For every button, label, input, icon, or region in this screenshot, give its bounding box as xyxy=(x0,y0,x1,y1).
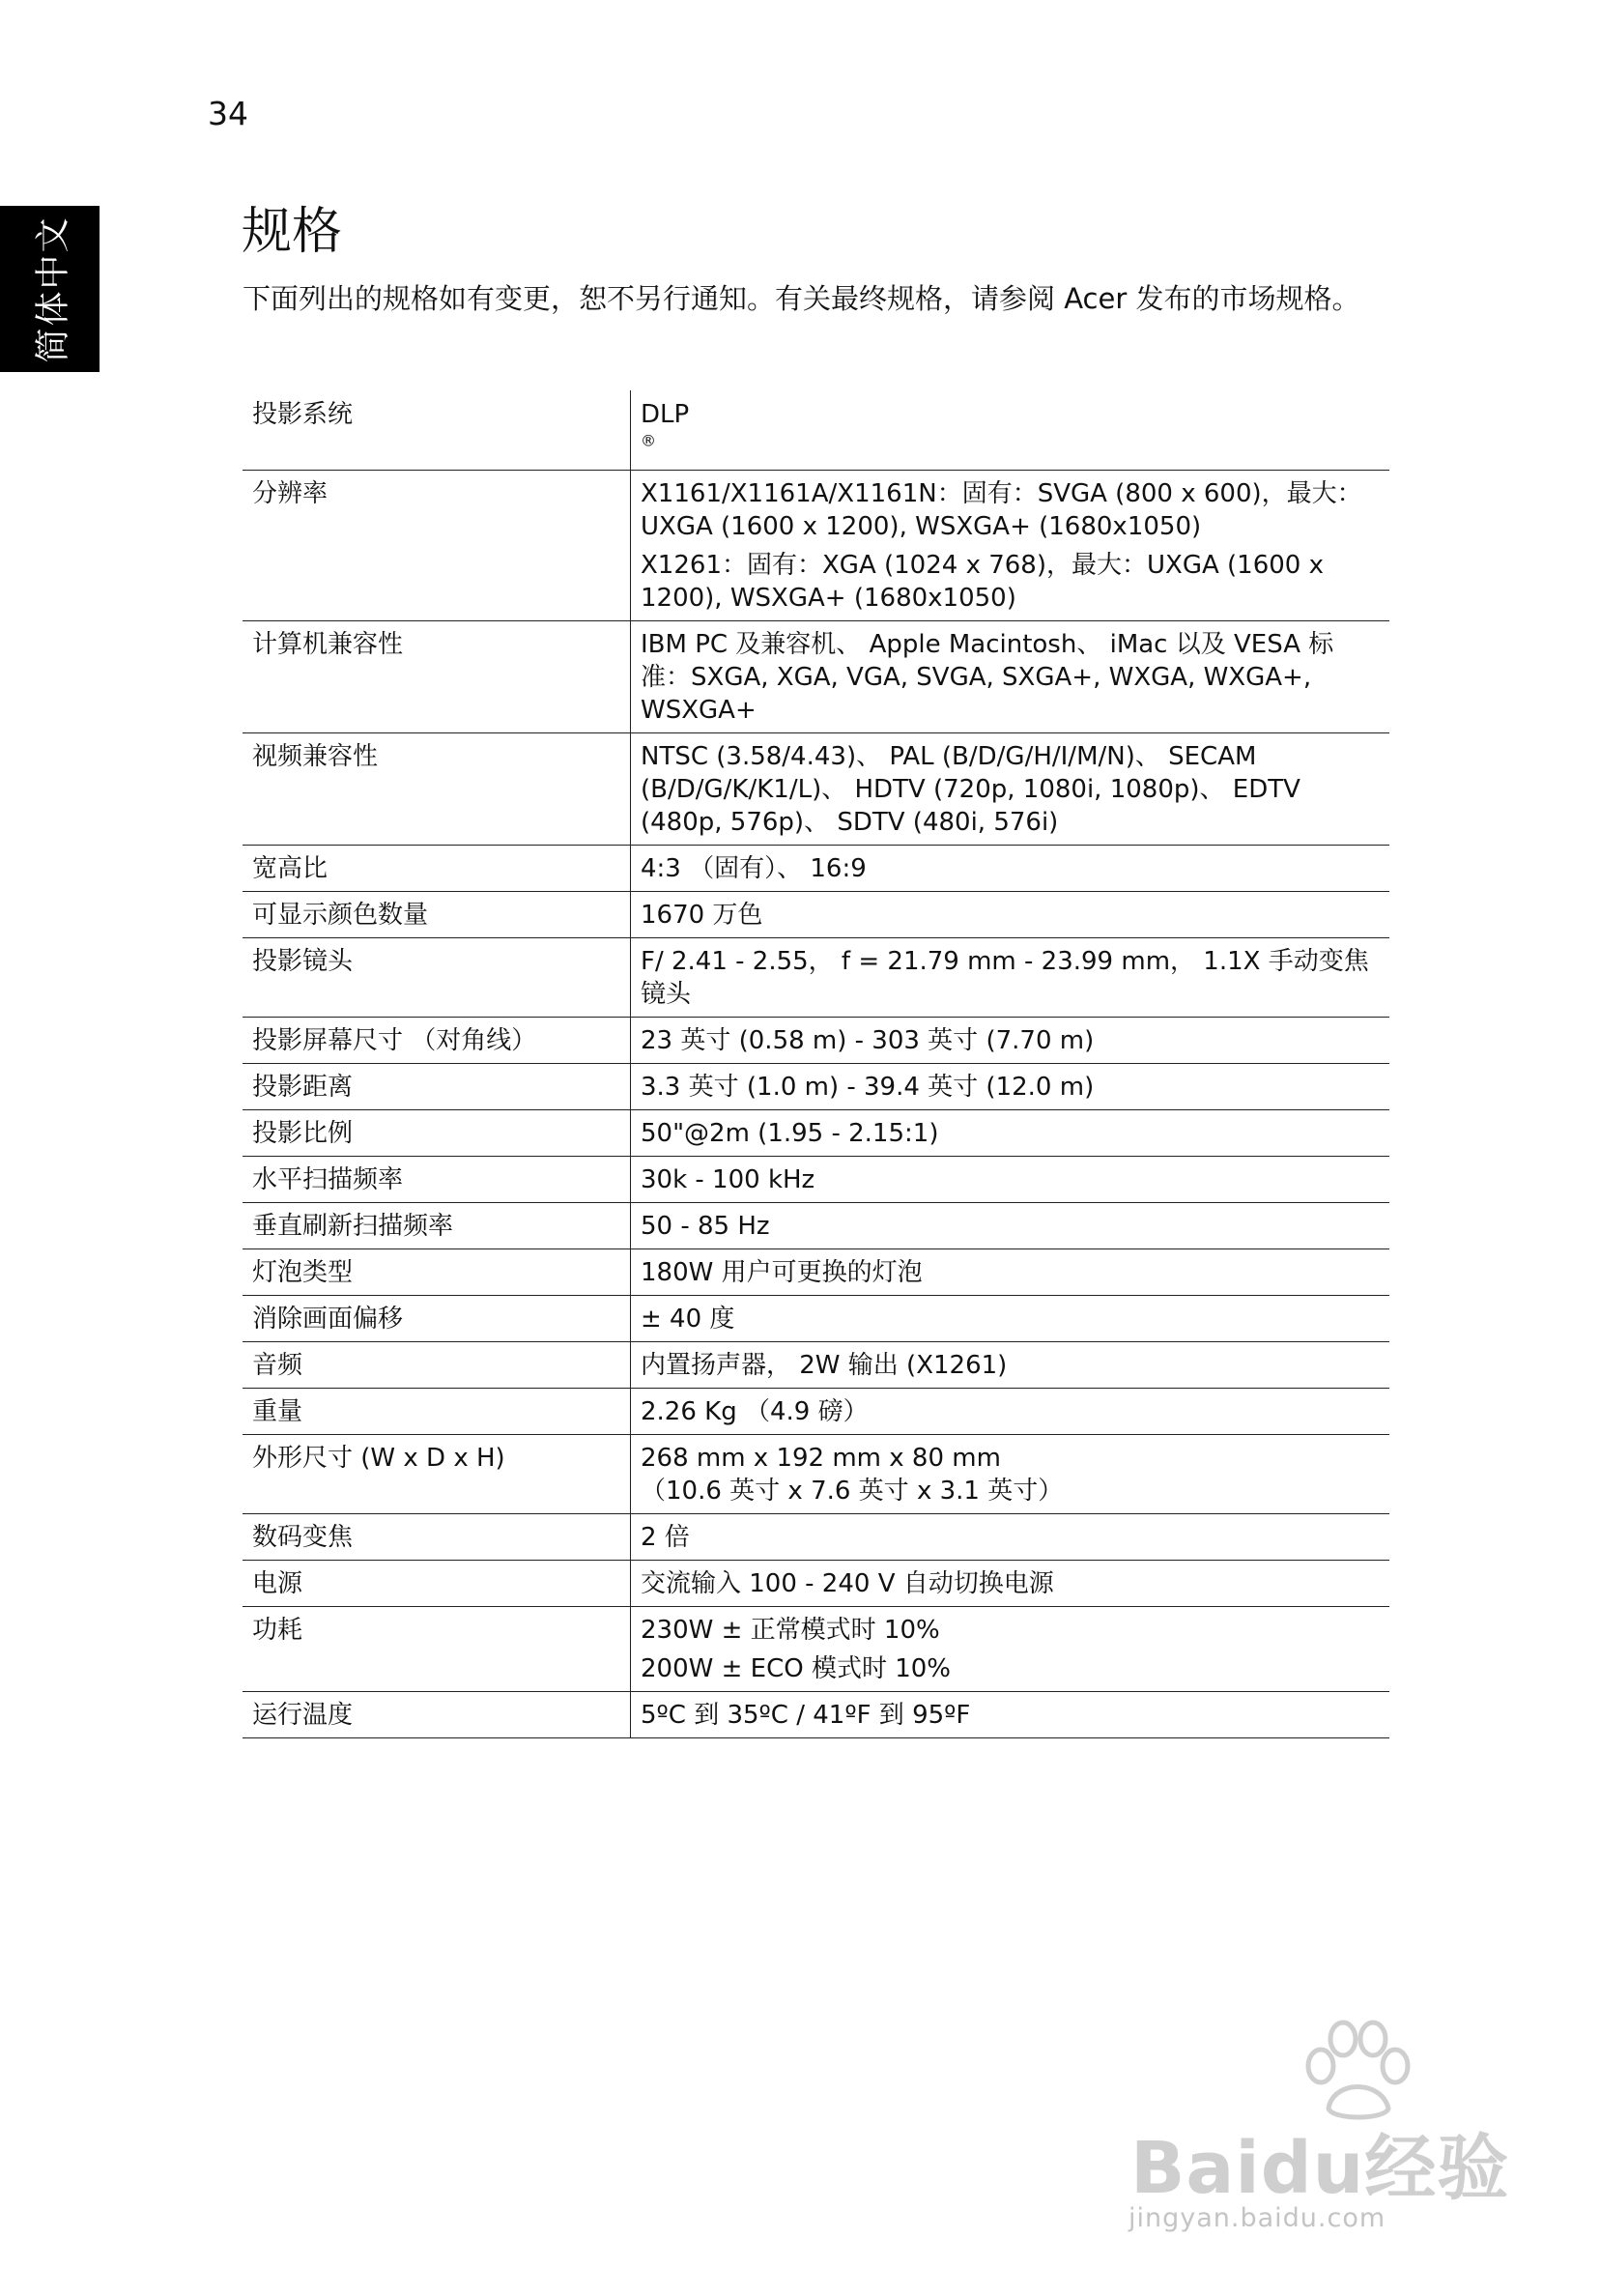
spec-label: 消除画面偏移 xyxy=(243,1296,631,1342)
spec-value xyxy=(631,1249,1390,1296)
spec-label: 宽高比 xyxy=(243,846,631,892)
spec-value xyxy=(631,846,1390,892)
spec-value-line: 50"@2m (1.95 - 2.15:1) xyxy=(641,1119,939,1148)
spec-row xyxy=(243,1561,1389,1607)
spec-label: 垂直刷新扫描频率 xyxy=(243,1203,631,1249)
spec-value-line: 200W ± ECO 模式时 10% xyxy=(641,1654,952,1683)
spec-row xyxy=(243,1342,1389,1389)
spec-label: 音频 xyxy=(243,1342,631,1389)
paw-icon xyxy=(1300,2020,1415,2126)
spec-row xyxy=(243,892,1389,938)
spec-value-line: 2 倍 xyxy=(641,1523,690,1552)
spec-value xyxy=(631,1561,1390,1607)
spec-value-line: 230W ± 正常模式时 10% xyxy=(641,1616,940,1645)
spec-row xyxy=(243,1692,1389,1738)
spec-value-line: DLP xyxy=(641,400,690,429)
spec-label: 数码变焦 xyxy=(243,1514,631,1561)
spec-value xyxy=(631,1110,1390,1157)
spec-value xyxy=(631,1692,1390,1738)
spec-value-line: 内置扬声器， 2W 输出 (X1261) xyxy=(641,1351,1008,1380)
spec-value-line: 交流输入 100 - 240 V 自动切换电源 xyxy=(641,1569,1054,1598)
spec-value-line: NTSC (3.58/4.43)、 PAL (B/D/G/H/I/M/N)、 SECAM (B/D/G/K/K1/L)、 HDTV (720p, 1080i, 1080p)、 EDTV (480p, 576p)、 SDTV (480i, 576i) xyxy=(641,742,1300,837)
spec-table-body xyxy=(243,390,1389,1738)
spec-row xyxy=(243,1064,1389,1110)
spec-value xyxy=(631,471,1390,621)
spec-value-line: X1261：固有：XGA (1024 x 768)，最大：UXGA (1600 x 1200), WSXGA+ (1680x1050) xyxy=(641,551,1324,613)
spec-table xyxy=(243,390,1389,1738)
spec-value-line: 180W 用户可更换的灯泡 xyxy=(641,1258,923,1287)
spec-row xyxy=(243,471,1389,621)
watermark-logo-text: Baidu经验 xyxy=(1130,2127,1510,2210)
spec-row xyxy=(243,846,1389,892)
spec-label: 分辨率 xyxy=(243,471,631,621)
spec-value-line: IBM PC 及兼容机、 Apple Macintosh、 iMac 以及 VESA 标准：SXGA, XGA, VGA, SVGA, SXGA+, WXGA, WXGA+, WSXGA+ xyxy=(641,630,1334,725)
spec-row xyxy=(243,1389,1389,1435)
spec-value-line: X1161/X1161A/X1161N：固有：SVGA (800 x 600)，最大：UXGA (1600 x 1200), WSXGA+ (1680x1050) xyxy=(641,479,1362,541)
spec-label: 灯泡类型 xyxy=(243,1249,631,1296)
spec-label: 视频兼容性 xyxy=(243,733,631,846)
spec-row xyxy=(243,1157,1389,1203)
spec-value xyxy=(631,1064,1390,1110)
spec-value-line: 4:3 （固有）、 16:9 xyxy=(641,854,867,883)
spec-row xyxy=(243,1018,1389,1064)
spec-value-line: 5ºC 到 35ºC / 41ºF 到 95ºF xyxy=(641,1701,971,1730)
spec-value xyxy=(631,938,1390,1018)
spec-value xyxy=(631,733,1390,846)
spec-label: 可显示颜色数量 xyxy=(243,892,631,938)
spec-value xyxy=(631,621,1390,733)
page-number: 34 xyxy=(208,95,248,132)
spec-label: 功耗 xyxy=(243,1607,631,1692)
spec-value-line: F/ 2.41 - 2.55， f = 21.79 mm - 23.99 mm， 1.1X 手动变焦镜头 xyxy=(641,947,1369,1009)
spec-row xyxy=(243,938,1389,1018)
spec-value xyxy=(631,1157,1390,1203)
spec-value-line: ± 40 度 xyxy=(641,1305,735,1334)
spec-label: 投影比例 xyxy=(243,1110,631,1157)
intro-paragraph: 下面列出的规格如有变更，恕不另行通知。有关最终规格，请参阅 Acer 发布的市场规格。 xyxy=(243,282,1360,315)
spec-value-line: 50 - 85 Hz xyxy=(641,1212,770,1241)
spec-value xyxy=(631,1203,1390,1249)
spec-value-line: （10.6 英寸 x 7.6 英寸 x 3.1 英寸） xyxy=(641,1477,1064,1506)
spec-label: 水平扫描频率 xyxy=(243,1157,631,1203)
spec-value-line: 2.26 Kg （4.9 磅） xyxy=(641,1397,869,1426)
spec-label: 外形尺寸 (W x D x H) xyxy=(243,1435,631,1514)
registered-mark: ® xyxy=(641,431,656,450)
spec-label: 电源 xyxy=(243,1561,631,1607)
spec-label: 计算机兼容性 xyxy=(243,621,631,733)
spec-value xyxy=(631,1296,1390,1342)
spec-label: 投影系统 xyxy=(243,390,631,471)
spec-row xyxy=(243,390,1389,471)
spec-row xyxy=(243,621,1389,733)
spec-label: 运行温度 xyxy=(243,1692,631,1738)
spec-value xyxy=(631,390,1390,471)
spec-label: 投影屏幕尺寸 （对角线） xyxy=(243,1018,631,1064)
page-title: 规格 xyxy=(242,203,343,261)
spec-row xyxy=(243,1296,1389,1342)
spec-value-line: 268 mm x 192 mm x 80 mm xyxy=(641,1444,1001,1473)
spec-value xyxy=(631,1389,1390,1435)
spec-value xyxy=(631,1435,1390,1514)
spec-row xyxy=(243,1249,1389,1296)
baidu-watermark xyxy=(1111,2020,1527,2242)
spec-label: 投影镜头 xyxy=(243,938,631,1018)
language-side-tab-label: 简体中文 xyxy=(33,215,73,363)
spec-value-line: 30k - 100 kHz xyxy=(641,1165,815,1194)
spec-label: 投影距离 xyxy=(243,1064,631,1110)
spec-value-line: 23 英寸 (0.58 m) - 303 英寸 (7.70 m) xyxy=(641,1026,1095,1055)
spec-row xyxy=(243,1110,1389,1157)
watermark-url: jingyan.baidu.com xyxy=(1129,2203,1386,2233)
spec-row xyxy=(243,1607,1389,1692)
spec-value xyxy=(631,1018,1390,1064)
spec-value xyxy=(631,1342,1390,1389)
spec-value xyxy=(631,1514,1390,1561)
spec-value xyxy=(631,892,1390,938)
spec-row xyxy=(243,1435,1389,1514)
spec-value-line: 3.3 英寸 (1.0 m) - 39.4 英寸 (12.0 m) xyxy=(641,1073,1095,1102)
language-side-tab xyxy=(0,206,100,372)
spec-label: 重量 xyxy=(243,1389,631,1435)
spec-row xyxy=(243,1203,1389,1249)
spec-value xyxy=(631,1607,1390,1692)
spec-row xyxy=(243,733,1389,846)
spec-row xyxy=(243,1514,1389,1561)
spec-value-line: 1670 万色 xyxy=(641,901,763,930)
